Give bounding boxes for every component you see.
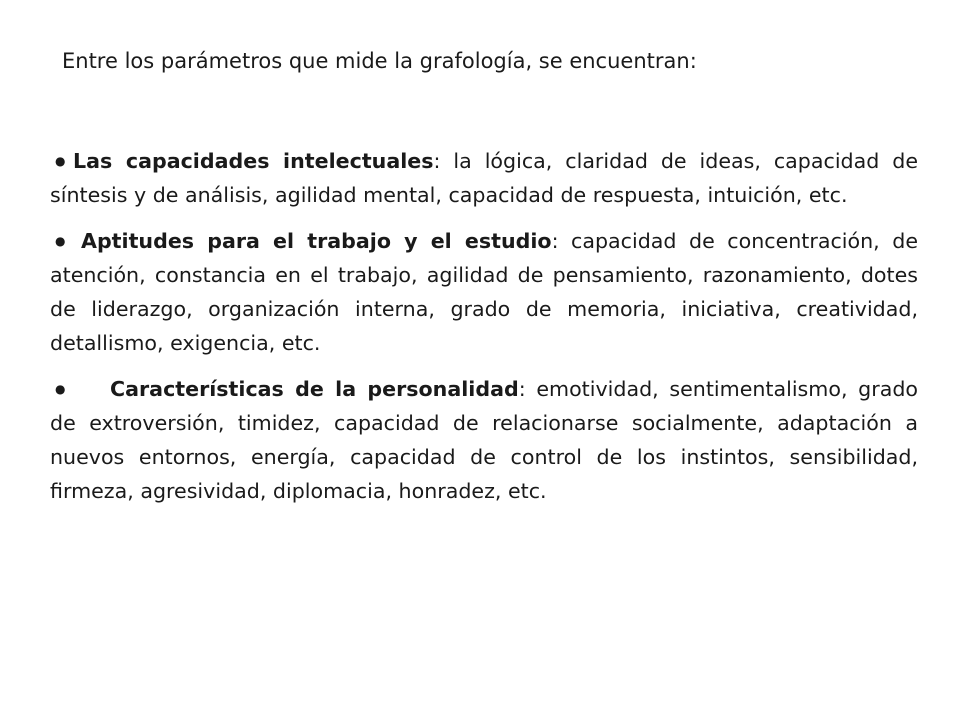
intro-text: Entre los parámetros que mide la grafología, se encuentran: <box>62 49 697 73</box>
bullet-text: : capacidad de concentración, de atención, constancia en el trabajo, agilidad de pensamiento, razonamiento, dotes de liderazgo, organización interna, grado de memoria, iniciativa, creatividad, detallismo, exigencia, etc. <box>50 229 918 355</box>
bullet-term: Aptitudes para el trabajo y el estudio <box>81 229 552 253</box>
bullet-item-intellectual <box>50 144 918 212</box>
bullet-text: : emotividad, sentimentalismo, grado de extroversión, timidez, capacidad de relacionarse socialmente, adaptación a nuevos entornos, energía, capacidad de control de los instintos, sensibilidad, firmeza, agresividad, diplomacia, honradez, etc. <box>50 377 918 503</box>
bullet-dot-icon: ● <box>55 154 66 168</box>
bullet-term: Características de la personalidad <box>110 377 519 401</box>
bullet-list <box>50 144 918 520</box>
bullet-dot-icon: ● <box>55 234 66 248</box>
bullet-term: Las capacidades intelectuales <box>73 149 434 173</box>
bullet-text: : la lógica, claridad de ideas, capacidad de síntesis y de análisis, agilidad mental, capacidad de respuesta, intuición, etc. <box>50 149 919 207</box>
bullet-item-personality <box>50 372 918 508</box>
bullet-dot-icon: ● <box>55 382 66 396</box>
bullet-item-aptitudes <box>50 224 918 360</box>
